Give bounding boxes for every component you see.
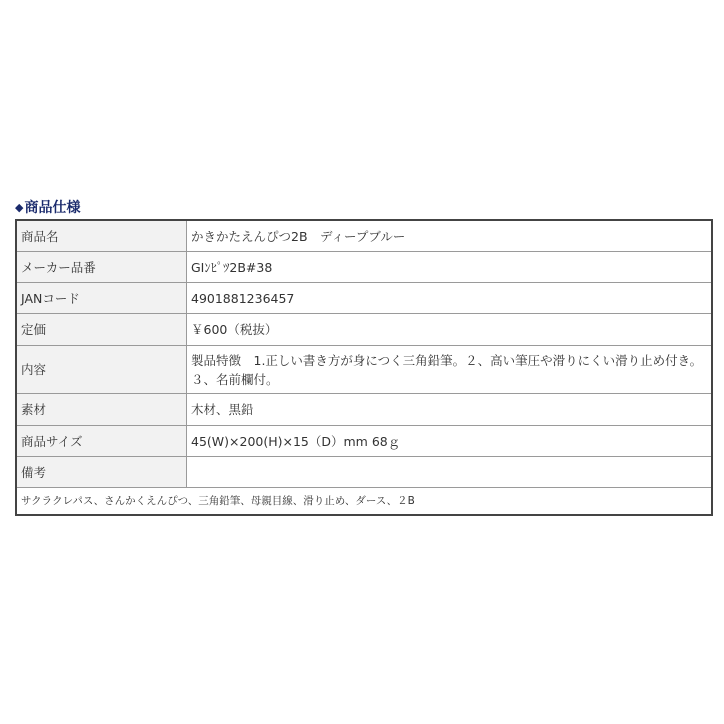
spec-label: 商品サイズ [16, 426, 187, 457]
section-title: 商品仕様 [24, 200, 81, 216]
spec-value [187, 457, 713, 488]
spec-table [15, 219, 713, 516]
spec-row-jan-code [16, 283, 712, 314]
spec-label: JANコード [16, 283, 187, 314]
spec-value: かきかたえんぴつ2B ディープブルー [187, 220, 713, 252]
spec-label: 内容 [16, 346, 187, 394]
spec-row-size [16, 426, 712, 457]
product-spec-section [15, 199, 713, 516]
spec-value: GIﾝﾋﾟﾂ2B#38 [187, 252, 713, 283]
spec-value: 4901881236457 [187, 283, 713, 314]
spec-row-product-name [16, 220, 712, 252]
section-heading [15, 199, 713, 217]
spec-value: 製品特徴 1.正しい書き方が身につく三角鉛筆。２、高い筆圧や滑りにくい滑り止め付き。３、名前欄付。 [187, 346, 713, 394]
spec-value: 木材、黒鉛 [187, 394, 713, 426]
diamond-bullet-icon: ◆ [15, 201, 24, 214]
spec-label: 素材 [16, 394, 187, 426]
spec-label: 備考 [16, 457, 187, 488]
spec-value: 45(W)×200(H)×15（D）mm 68ｇ [187, 426, 713, 457]
spec-row-maker-code [16, 252, 712, 283]
keywords-text: サクラクレパス、さんかくえんぴつ、三角鉛筆、母親目線、滑り止め、ダース、２B [16, 488, 712, 516]
spec-row-keywords [16, 488, 712, 516]
spec-row-contents [16, 346, 712, 394]
spec-label: 商品名 [16, 220, 187, 252]
spec-value: ￥600（税抜） [187, 314, 713, 346]
spec-row-material [16, 394, 712, 426]
spec-row-notes [16, 457, 712, 488]
spec-label: メーカー品番 [16, 252, 187, 283]
spec-row-list-price [16, 314, 712, 346]
spec-label: 定価 [16, 314, 187, 346]
